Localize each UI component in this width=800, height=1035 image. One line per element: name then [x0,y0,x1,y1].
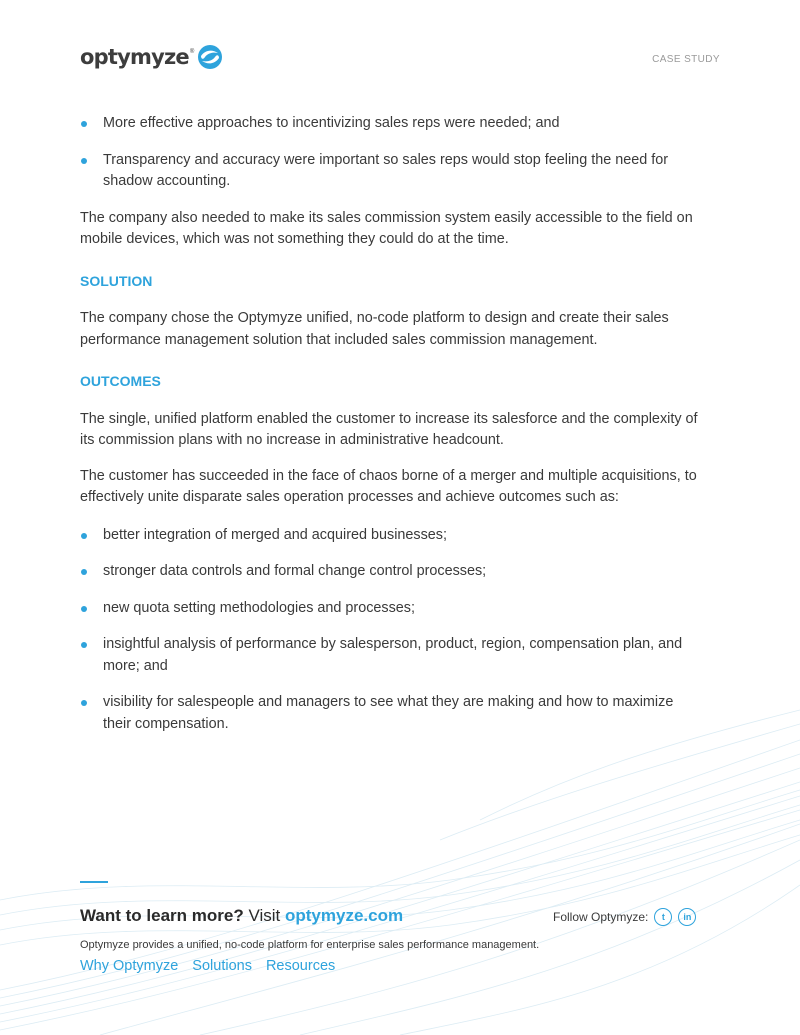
paragraph-mobile: The company also needed to make its sales commission system easily accessible to the field on mobile devices, which was not something they could do at the time. [80,209,693,247]
logo-text: optymyze [80,45,189,69]
bullet-dot-icon [81,606,87,612]
bullet-text: stronger data controls and formal change control processes; [103,563,487,579]
follow-section [553,908,696,926]
learn-more [80,906,403,926]
bullet-text: Transparency and accuracy were important so sales reps would stop feeling the need for shadow accounting. [103,151,669,189]
wave-background [0,700,800,1035]
bullet-dot-icon [81,158,87,164]
footer-tagline: Optymyze provides a unified, no-code platform for enterprise sales performance management. [80,939,540,951]
twitter-icon[interactable]: t [654,908,672,926]
follow-label: Follow Optymyze: [553,910,649,924]
bullet-dot-icon [81,642,87,648]
bullet-item [80,561,700,583]
bullet-item [80,525,700,547]
optymyze-logo-icon [197,44,223,70]
bullet-dot-icon [81,700,87,706]
linkedin-icon[interactable]: in [678,908,696,926]
website-link[interactable]: optymyze.com [285,906,404,925]
logo-trademark: ® [189,49,195,55]
bullet-text: visibility for salespeople and managers to see what they are making and how to maximize their compensation. [103,694,674,732]
bullet-text: better integration of merged and acquired businesses; [103,526,447,543]
page-header [80,44,720,78]
bullet-text: insightful analysis of performance by salesperson, product, region, compensation plan, and more; and [103,636,683,674]
bullet-dot-icon [81,533,87,539]
link-solutions[interactable]: Solutions [192,958,252,974]
optymyze-logo [80,44,223,70]
main-content [80,113,700,750]
bullet-item [80,692,700,735]
link-why-optymyze[interactable]: Why Optymyze [80,958,179,974]
outcomes-heading: OUTCOMES [80,373,161,389]
bullet-item [80,634,700,677]
bullet-item [80,150,700,193]
visit-label: Visit [248,906,281,925]
link-resources[interactable]: Resources [265,958,336,974]
outcomes-paragraph-1: The single, unified platform enabled the customer to increase its salesforce and the complexity of its commission plans with no increase in administrative headcount. [80,410,698,448]
bullet-text: new quota setting methodologies and processes; [103,599,415,616]
outcomes-paragraph-2: The customer has succeeded in the face of chaos borne of a merger and multiple acquisitions, to effectively unite disparate sales operation processes and achieve outcomes such as: [80,467,697,505]
footer-divider [80,881,108,883]
bullet-dot-icon [81,121,87,127]
footer-links [80,958,349,974]
bullet-item [80,113,700,135]
case-study-label: CASE STUDY [652,54,720,65]
solution-heading: SOLUTION [80,272,153,289]
bullet-item [80,598,700,620]
bullet-text: More effective approaches to incentivizing sales reps were needed; and [103,115,560,131]
learn-more-question: Want to learn more? [80,906,244,925]
bullet-dot-icon [81,569,87,575]
solution-paragraph: The company chose the Optymyze unified, no-code platform to design and create their sales performance management solution that included sales commission management. [80,310,669,348]
